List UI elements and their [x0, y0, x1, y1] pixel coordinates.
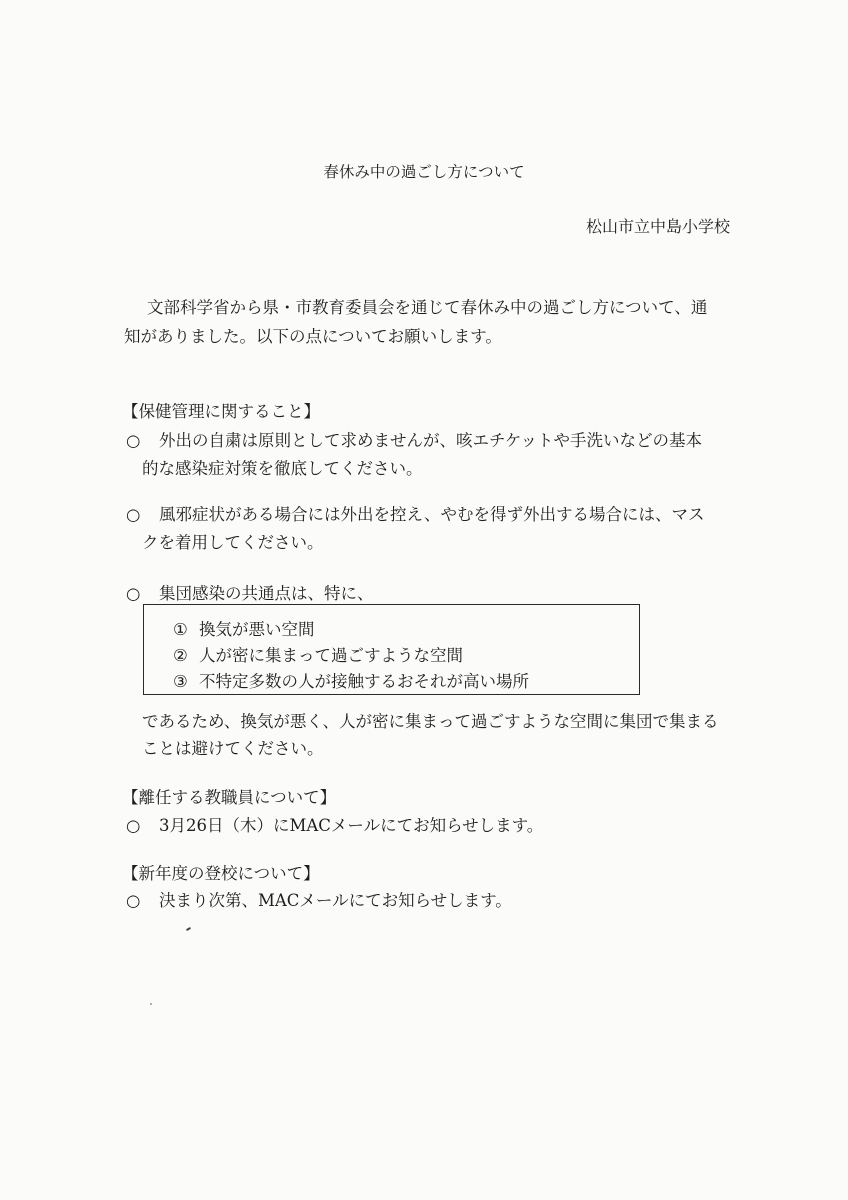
health-item-3	[126, 580, 374, 604]
staff-item	[126, 812, 543, 836]
risk-factor-2: ② 人が密に集まって過ごすような空間	[173, 646, 463, 665]
document-title: 春休み中の過ごし方について	[323, 163, 525, 181]
health-item-2	[126, 501, 705, 525]
risk-factor-3: ③ 不特定多数の人が接触するおそれが高い場所	[173, 672, 529, 691]
new-year-item	[126, 887, 512, 911]
health-after-line-2: ことは避けてください。	[142, 739, 324, 758]
bullet-mark: ○	[126, 816, 141, 835]
bullet-mark: ○	[126, 431, 141, 450]
new-year-item-text: 決まり次第、MACメールにてお知らせします。	[159, 891, 512, 910]
health-item-2-line-1: 風邪症状がある場合には外出を控え、やむを得ず外出する場合には、マス	[159, 505, 705, 524]
new-year-heading: 【新年度の登校について】	[122, 864, 320, 883]
health-item-1-line-2: 的な感染症対策を徹底してください。	[142, 459, 423, 478]
intro-line-2: 知がありました。以下の点についてお願いします。	[124, 327, 502, 346]
health-heading: 【保健管理に関すること】	[122, 402, 320, 421]
health-item-3-line-1: 集団感染の共通点は、特に、	[159, 584, 374, 603]
health-item-1-line-1: 外出の自粛は原則として求めませんが、咳エチケットや手洗いなどの基本	[159, 431, 703, 450]
school-name: 松山市立中島小学校	[585, 217, 730, 236]
intro-line-1: 文部科学省から県・市教育委員会を通じて春休み中の過ごし方について、通	[147, 298, 708, 317]
bullet-mark: ○	[126, 891, 141, 910]
scan-speck	[150, 1003, 152, 1005]
scan-speck	[186, 927, 191, 931]
staff-item-text: 3月26日（木）にMACメールにてお知らせします。	[159, 816, 544, 835]
staff-heading: 【離任する教職員について】	[122, 788, 337, 807]
bullet-mark: ○	[126, 584, 141, 603]
health-item-2-line-2: クを着用してください。	[142, 533, 324, 552]
health-item-1	[126, 427, 702, 451]
risk-factors-box	[143, 604, 640, 695]
health-after-line-1: であるため、換気が悪く、人が密に集まって過ごすような空間に集団で集まる	[142, 712, 719, 731]
risk-factor-1: ① 換気が悪い空間	[173, 620, 315, 639]
bullet-mark: ○	[126, 505, 141, 524]
